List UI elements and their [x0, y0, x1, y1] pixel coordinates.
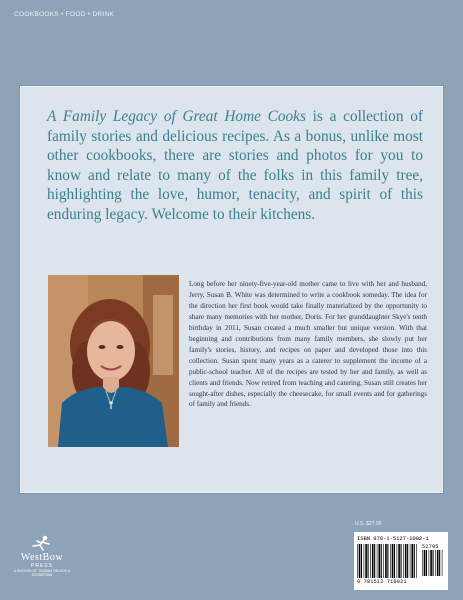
barcode-digits: 9 781512 710021 — [357, 579, 407, 585]
barcode-addon-bars — [422, 550, 444, 576]
barcode-bar — [398, 544, 400, 578]
barcode-bar — [390, 544, 391, 578]
barcode-bar — [387, 544, 388, 578]
barcode-bar — [385, 544, 387, 578]
barcode-bar — [381, 544, 382, 578]
category-label: COOKBOOKS • FOOD • DRINK — [14, 11, 115, 18]
book-blurb — [47, 107, 423, 225]
barcode-bar — [424, 550, 426, 576]
barcode-bar — [412, 544, 414, 578]
barcode-bars — [357, 544, 445, 578]
barcode-bar — [379, 544, 381, 578]
barcode-bar — [365, 544, 367, 578]
barcode-bar — [410, 544, 411, 578]
barcode-bar — [374, 544, 375, 578]
publisher-name: WestBow — [20, 552, 64, 563]
barcode-bar — [357, 544, 358, 578]
content-panel — [20, 86, 443, 493]
barcode-bar — [416, 544, 417, 578]
barcode-bar — [437, 550, 439, 576]
barcode-bar — [359, 544, 361, 578]
book-title: A Family Legacy of Great Home Cooks — [47, 108, 306, 125]
publisher-logo — [12, 535, 72, 577]
barcode-bar — [442, 550, 443, 576]
author-photo — [48, 275, 179, 447]
barcode-bar — [368, 544, 369, 578]
barcode-bar — [435, 550, 436, 576]
barcode-bar — [370, 544, 371, 578]
barcode-bar — [422, 550, 423, 576]
barcode-bar — [383, 544, 384, 578]
barcode-bar — [433, 550, 434, 576]
barcode-bar — [426, 550, 427, 576]
barcode-bar — [361, 544, 362, 578]
isbn-number: ISBN 978-1-5127-1002-1 — [357, 535, 429, 542]
barcode-bar — [429, 550, 430, 576]
barcode-bar — [392, 544, 394, 578]
barcode-bar — [394, 544, 395, 578]
barcode-addon-digits: 52795 — [422, 544, 439, 550]
author-portrait-illustration — [48, 275, 179, 447]
price-label: U.S. $27.95 — [355, 521, 382, 527]
author-bio: Long before her ninety-five-year-old mother came to live with her and husband, Jerry, Susan B. White was determined to write a cookbook someday. The idea for the direction her first book would take finally materialized by the opportunity to share many memories with her mother, Doris. For her granddaughter Skye's tenth birthday in 2011, Susan created a much smaller but unique version. With that beginning and contributions from many family members, she slowly put her family's stories, history, and recipes on paper and developed those into this collection. Susan spent many years as a caterer to supplement the income of a public-school teacher. All of the recipes are tested by her and family, as well as clients and friends. Now retired from teaching and catering, Susan still creates her sought-after dishes, especially the cheesecake, for small events and for gatherings of family and friends. — [189, 280, 427, 409]
barcode-bar — [372, 544, 374, 578]
running-figure-icon — [29, 535, 55, 551]
barcode-bar — [405, 544, 407, 578]
barcode-main-bars — [357, 544, 419, 578]
barcode-bar — [403, 544, 404, 578]
barcode-bar — [414, 544, 415, 578]
barcode-bar — [377, 544, 378, 578]
publisher-press: PRESS — [31, 563, 53, 569]
publisher-tagline: A DIVISION OF THOMAS NELSON & ZONDERVAN — [13, 569, 71, 577]
isbn-barcode — [354, 532, 448, 590]
barcode-bar — [407, 544, 408, 578]
barcode-bar — [439, 550, 440, 576]
barcode-bar — [401, 544, 402, 578]
barcode-bar — [397, 544, 398, 578]
blurb-text: is a collection of family stories and delicious recipes. As a bonus, unlike most other cookbooks, there are stories and photos for you to know and relate to many of the folks in this family tree, highlighting the love, humor, tenacity, and spirit of this enduring legacy. Welcome to their kitchens. — [47, 108, 423, 223]
barcode-bar — [364, 544, 365, 578]
barcode-bar — [430, 550, 432, 576]
